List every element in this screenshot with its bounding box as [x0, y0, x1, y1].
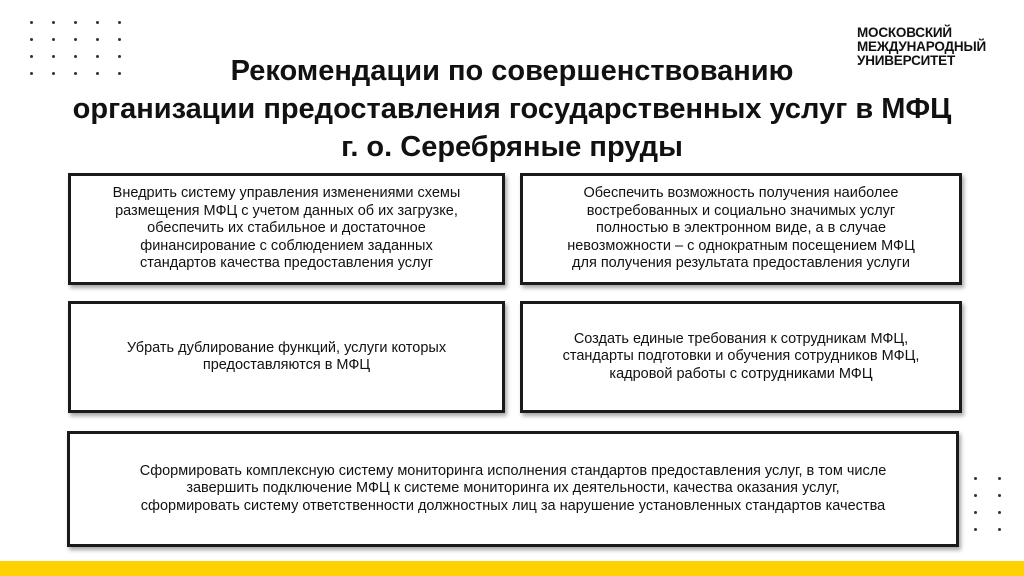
text-line: Убрать дублирование функций, услуги которых	[126, 339, 447, 356]
decorative-dot-grid-bottom-right	[974, 477, 1001, 531]
text-line: стандартов качества предоставления услуг	[139, 255, 434, 272]
logo-line-1: МОСКОВСКИЙ	[857, 25, 952, 40]
recommendation-text	[127, 340, 446, 375]
text-line: для получения результата предоставления услуги	[572, 255, 910, 272]
title-line-3: г. о. Серебряные пруды	[341, 131, 683, 163]
recommendation-box-electronic-services	[520, 173, 962, 285]
text-line: Обеспечить возможность получения наиболее	[583, 185, 899, 202]
text-line: размещения МФЦ с учетом данных об их загрузке,	[115, 202, 458, 219]
recommendation-text	[113, 185, 461, 273]
logo-line-2: МЕЖДУНАРОДНЫЙ	[857, 39, 986, 54]
text-line: стандарты подготовки и обучения сотрудников МФЦ,	[562, 348, 920, 365]
recommendation-box-remove-duplication	[68, 301, 505, 413]
title-line-2: организации предоставления государственных услуг в МФЦ	[72, 93, 952, 125]
logo-line-3: УНИВЕРСИТЕТ	[857, 53, 956, 68]
recommendation-box-monitoring-system	[67, 431, 959, 547]
recommendation-box-mfc-placement	[68, 173, 505, 285]
text-line: предоставляются в МФЦ	[202, 357, 371, 373]
text-line: сформировать систему ответственности должностных лиц за нарушение установленных стандартов качества	[140, 497, 886, 514]
recommendation-text	[563, 331, 920, 384]
text-line: обеспечить их стабильное и достаточное	[147, 220, 426, 237]
text-line: востребованных и социально значимых услуг	[586, 202, 896, 219]
slide-title	[0, 52, 1024, 166]
text-line: Сформировать комплексную систему мониторинга исполнения стандартов предоставления услуг, в том числе	[139, 462, 887, 479]
text-line: полностью в электронном виде, а в случае	[595, 220, 887, 237]
title-line-1: Рекомендации по совершенствованию	[230, 55, 794, 87]
recommendation-box-staff-requirements	[520, 301, 962, 413]
text-line: кадровой работы с сотрудниками МФЦ	[609, 365, 873, 382]
recommendation-text	[140, 463, 887, 516]
text-line: завершить подключение МФЦ к системе мониторинга их деятельности, качества оказания услуг,	[186, 480, 840, 497]
text-line: Внедрить систему управления изменениями схемы	[112, 185, 461, 202]
text-line: Создать единые требования к сотрудникам МФЦ,	[573, 330, 909, 347]
accent-bar	[0, 561, 1024, 576]
text-line: невозможности – с однократным посещением МФЦ	[567, 237, 915, 254]
recommendation-text	[567, 185, 915, 273]
text-line: финансирование с соблюдением заданных	[140, 237, 433, 254]
